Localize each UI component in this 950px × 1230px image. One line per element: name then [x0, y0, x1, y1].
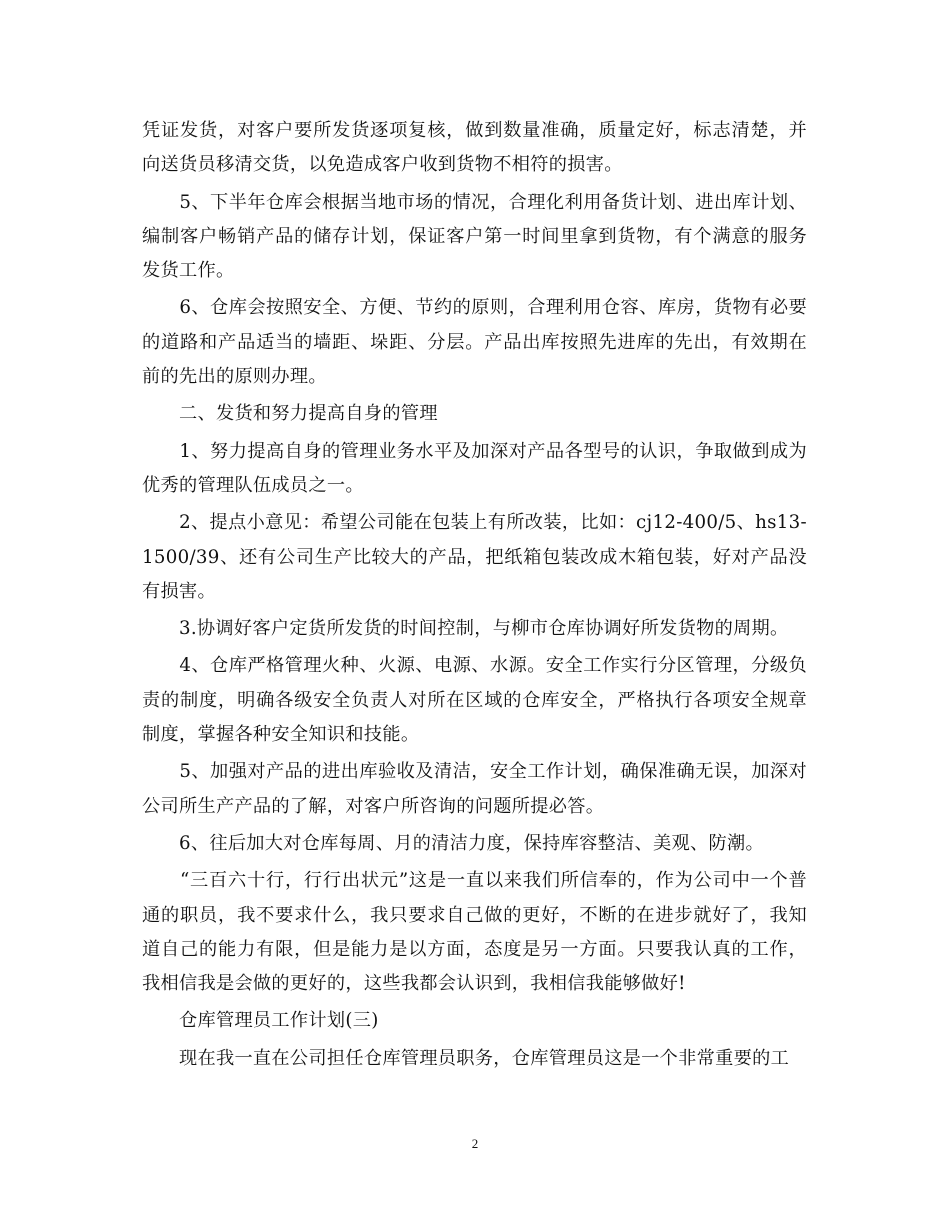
paragraph-item-1: 1、努力提高自身的管理业务水平及加深对产品各型号的认识，争取做到成为优秀的管理队伍成员之一。: [142, 440, 807, 496]
paragraph-closing: “三百六十行，行行出状元”这是一直以来我们所信奉的，作为公司中一个普通的职员，我不要求什么，我只要求自己做的更好，不断的在进步就好了，我知道自己的能力有限，但是能力是以方面，态度是另一方面。只要我认真的工作，我相信我是会做的更好的，这些我都会认识到，我相信我能够做好!: [142, 870, 807, 995]
paragraph-item-3: 3.协调好客户定货所发货的时间控制，与柳市仓库协调好所发货物的周期。: [142, 618, 789, 640]
paragraph-intro: 现在我一直在公司担任仓库管理员职务，仓库管理员这是一个非常重要的工: [142, 1047, 790, 1069]
section-heading: 二、发货和努力提高自身的管理: [142, 403, 438, 425]
paragraph-item-2: 2、提点小意见：希望公司能在包装上有所改装，比如：cj12-400/5、hs13-1500/39、还有公司生产比较大的产品，把纸箱包装改成木箱包装，好对产品没有损害。: [142, 512, 807, 602]
paragraph-item-6b: 6、往后加大对仓库每周、月的清洁力度，保持库容整洁、美观、防潮。: [142, 832, 764, 854]
paragraph-item-6: 6、仓库会按照安全、方便、节约的原则，合理利用仓容、库房，货物有必要的道路和产品适当的墙距、垛距、分层。产品出库按照先进库的先出，有效期在前的先出的原则办理。: [142, 297, 807, 388]
paragraph-item-4: 4、仓库严格管理火种、火源、电源、水源。安全工作实行分区管理，分级负责的制度，明确各级安全负责人对所在区域的仓库安全，严格执行各项安全规章制度，掌握各种安全知识和技能。: [142, 655, 807, 746]
paragraph-continuation: 凭证发货，对客户要所发货逐项复核，做到数量准确，质量定好，标志清楚，并向送货员移清交货，以免造成客户收到货物不相符的损害。: [142, 120, 807, 176]
paragraph-item-5b: 5、加强对产品的进出库验收及清洁，安全工作计划，确保准确无误，加深对公司所生产产品的了解，对客户所咨询的问题所提必答。: [142, 761, 807, 817]
document-body: [142, 114, 807, 1079]
paragraph-item-5: 5、下半年仓库会根据当地市场的情况，合理化利用备货计划、进出库计划、编制客户畅销产品的储存计划，保证客户第一时间里拿到货物，有个满意的服务发货工作。: [142, 191, 807, 282]
page-number: 2: [471, 1136, 479, 1151]
plan-title: 仓库管理员工作计划(三): [142, 1010, 379, 1032]
